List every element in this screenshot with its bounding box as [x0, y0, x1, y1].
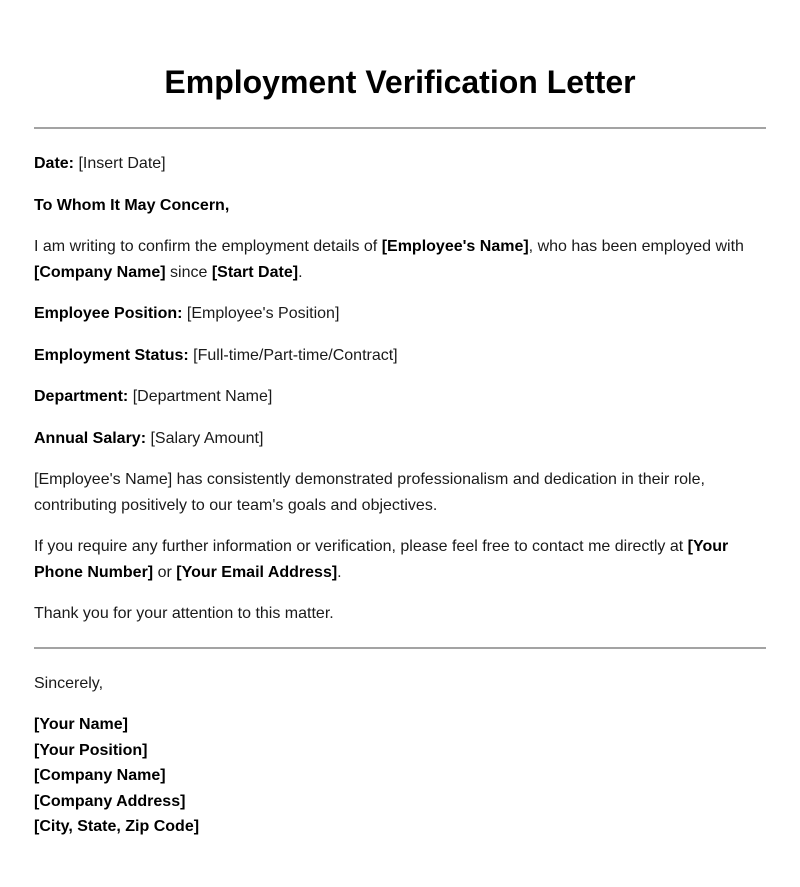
field-value: [Department Name]: [132, 388, 273, 405]
letter-title: Employment Verification Letter: [164, 64, 636, 100]
date-value: [Insert Date]: [78, 155, 166, 172]
contact-phone: [Your Phone Number]: [34, 538, 729, 581]
salutation-text: To Whom It May Concern,: [34, 196, 230, 214]
field-annual-salary: [34, 426, 766, 452]
intro-text-1: I am writing to confirm the employment details of: [34, 238, 382, 255]
signature-position: [Your Position]: [34, 741, 148, 759]
intro-start-date: [Start Date]: [211, 263, 299, 281]
contact-paragraph: [34, 534, 766, 585]
contact-text-1: If you require any further information or verification, please feel free to contact me directly at: [34, 538, 688, 555]
contact-email: [Your Email Address]: [176, 563, 338, 581]
thanks-paragraph: Thank you for your attention to this matter.: [34, 605, 334, 622]
field-label: Department:: [34, 388, 129, 405]
bottom-divider: [34, 647, 766, 649]
contact-text-3: .: [337, 563, 342, 581]
field-label: Employee Position:: [34, 305, 183, 322]
top-divider: [34, 127, 766, 129]
field-label: Annual Salary:: [34, 429, 147, 447]
signature-address: [Company Address]: [34, 792, 186, 810]
intro-text-4: .: [298, 263, 303, 281]
praise-paragraph: [Employee's Name] has consistently demonstrated professionalism and dedication in their role, contributing positively to our team's goals and objectives.: [34, 471, 705, 514]
date-line: [34, 151, 766, 177]
signature-company: [Company Name]: [34, 767, 166, 784]
signature-name: [Your Name]: [34, 716, 128, 733]
field-employment-status: [34, 343, 766, 369]
field-employee-position: [34, 301, 766, 327]
intro-text-2: , who has been employed with: [528, 238, 744, 255]
signature-block: [34, 712, 766, 840]
intro-employee-name: [Employee's Name]: [381, 238, 529, 255]
intro-company-name: [Company Name]: [34, 263, 166, 281]
field-department: [34, 384, 766, 410]
intro-paragraph: [34, 234, 766, 285]
signature-city-state-zip: [City, State, Zip Code]: [34, 818, 200, 835]
field-label: Employment Status:: [34, 346, 189, 364]
intro-text-3: since: [165, 263, 212, 281]
field-value: [Employee's Position]: [186, 305, 340, 322]
contact-text-2: or: [153, 563, 177, 581]
field-value: [Full-time/Part-time/Contract]: [193, 346, 398, 364]
closing: Sincerely,: [34, 674, 104, 692]
salutation: [34, 193, 766, 219]
date-label: Date:: [34, 155, 75, 172]
field-value: [Salary Amount]: [150, 429, 264, 447]
